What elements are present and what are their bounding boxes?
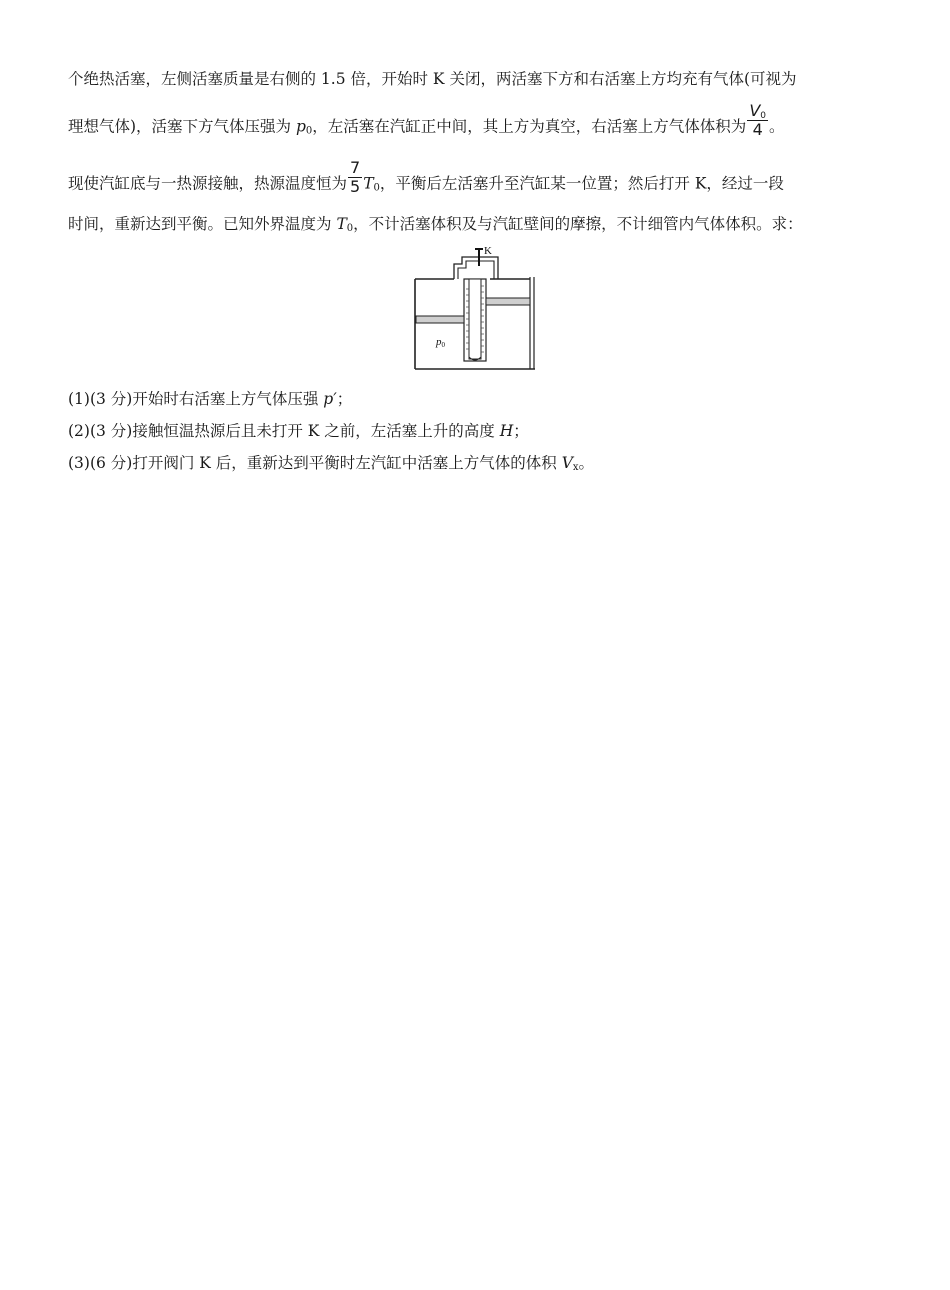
question-variable: V xyxy=(561,454,573,472)
problem-text: 时间，重新达到平衡。已知外界温度为 xyxy=(68,215,337,233)
subscript: 0 xyxy=(305,125,313,137)
fraction-numerator: 7 xyxy=(350,158,361,177)
problem-text: 理想气体)，活塞下方气体压强为 xyxy=(68,117,296,136)
question-text: 。 xyxy=(578,454,595,472)
question-3 xyxy=(68,453,594,473)
question-text: (2)(3 分)接触恒温热源后且未打开 K 之前，左活塞上升的高度 xyxy=(68,422,500,440)
temperature-symbol: T xyxy=(363,174,374,193)
question-1 xyxy=(68,389,352,409)
fraction-v0-over-4 xyxy=(747,102,768,139)
connecting-pipe-inner xyxy=(458,261,494,279)
question-2 xyxy=(68,421,529,441)
problem-text: 个绝热活塞，左侧活塞质量是右侧的 1.5 倍，开始时 K 关闭，两活塞下方和右活塞上方均充有气体(可视为 xyxy=(68,70,797,88)
subscript: 0 xyxy=(373,182,380,194)
subscript: 0 xyxy=(346,223,354,234)
valve-label: K xyxy=(484,245,492,257)
fraction-denominator: 4 xyxy=(752,120,763,139)
problem-line-4 xyxy=(68,214,803,234)
left-piston xyxy=(416,316,464,323)
problem-text: ，左活塞在汽缸正中间，其上方为真空，右活塞上方气体体积为 xyxy=(312,117,747,136)
pressure-symbol: p xyxy=(295,117,306,136)
problem-text: 现使汽缸底与一热源接触，热源温度恒为 xyxy=(68,174,348,193)
problem-line-2 xyxy=(68,101,785,139)
question-text: ； xyxy=(336,390,353,408)
cylinder-diagram xyxy=(410,244,540,372)
subscript: 0 xyxy=(760,111,766,121)
question-variable: p′ xyxy=(323,390,337,408)
fraction-denominator: 5 xyxy=(350,177,361,196)
cylinder-diagram-svg xyxy=(410,244,540,372)
right-piston xyxy=(486,298,530,305)
problem-text: ，不计活塞体积及与汽缸壁间的摩擦，不计细管内气体体积。求： xyxy=(353,215,803,233)
fraction-7-over-5 xyxy=(348,159,362,196)
problem-line-3 xyxy=(68,158,784,196)
problem-text: 。 xyxy=(769,117,785,136)
fraction-numerator: V xyxy=(749,101,761,120)
question-variable: H xyxy=(499,422,514,440)
question-text: (1)(3 分)开始时右活塞上方气体压强 xyxy=(68,390,324,408)
problem-text: ，平衡后左活塞升至汽缸某一位置；然后打开 K，经过一段 xyxy=(379,174,784,193)
question-text: ； xyxy=(513,422,529,440)
subscript: x xyxy=(572,462,579,473)
temperature-symbol: T xyxy=(336,215,347,233)
problem-line-1 xyxy=(68,69,797,89)
central-tube-inner xyxy=(469,279,481,359)
question-text: (3)(6 分)打开阀门 K 后，重新达到平衡时左汽缸中活塞上方气体的体积 xyxy=(68,454,562,472)
pressure-label: p0 xyxy=(436,336,445,349)
